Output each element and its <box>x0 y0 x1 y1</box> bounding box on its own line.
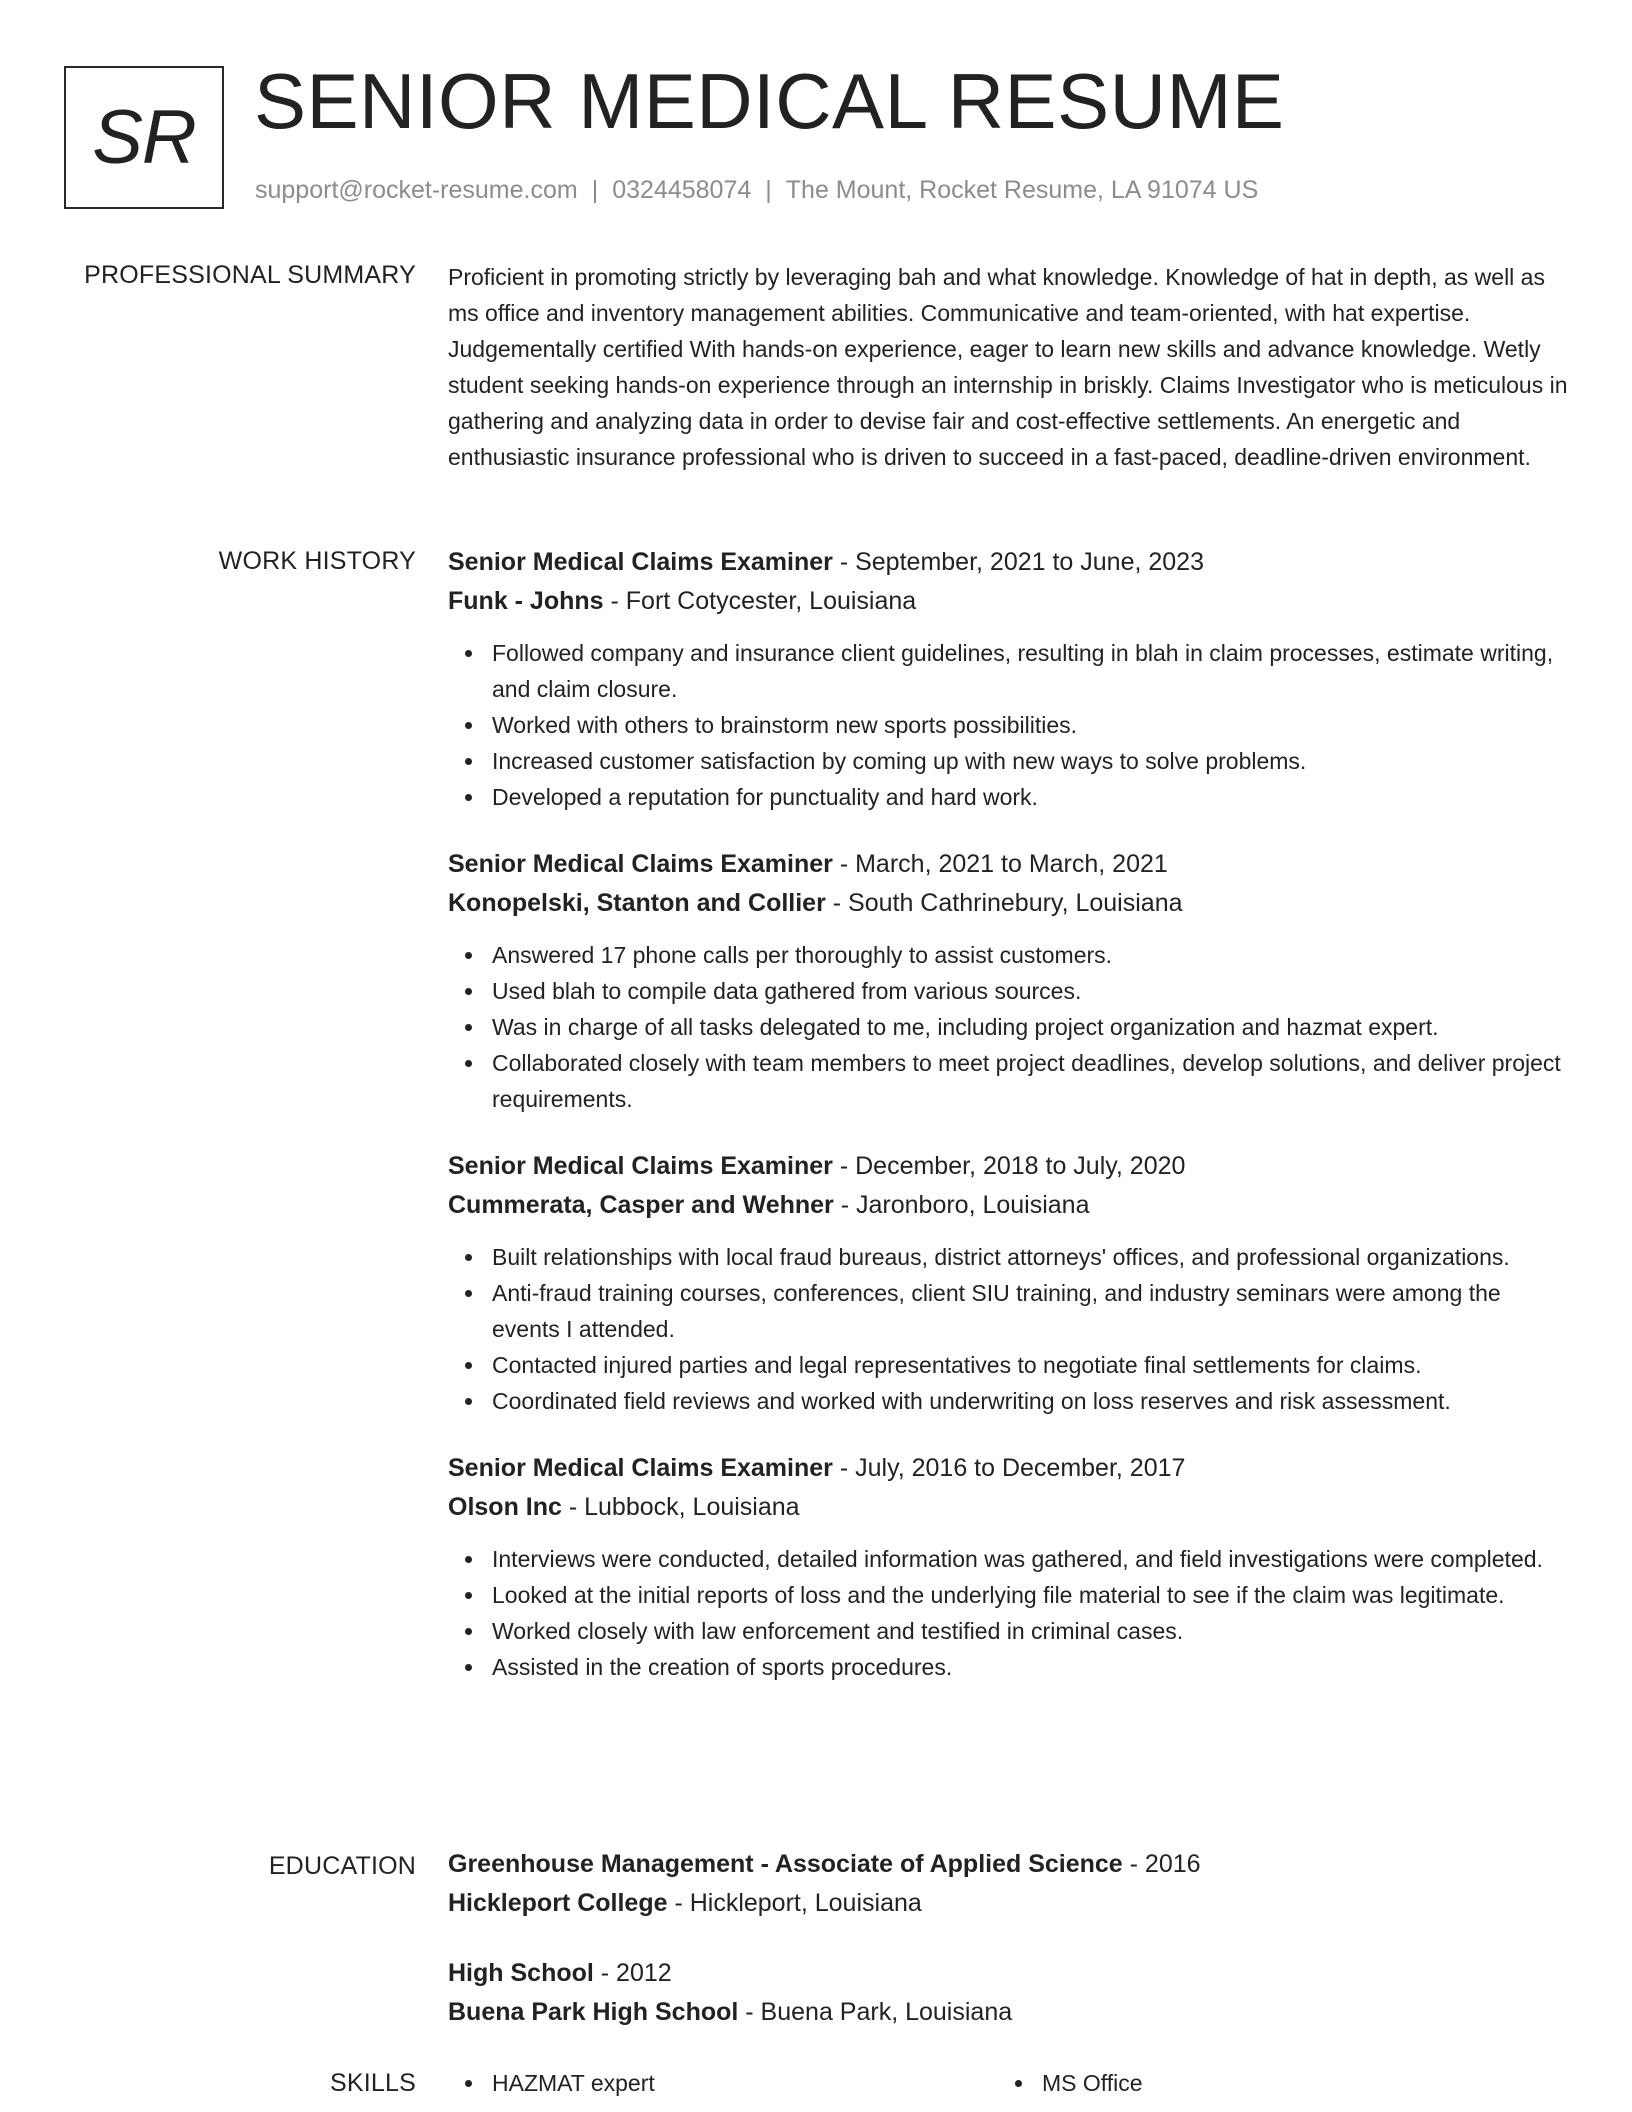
education-section <box>448 1845 1568 2032</box>
job-bullet: Answered 17 phone calls per thoroughly to assist customers. <box>448 937 1568 973</box>
job-bullet: Used blah to compile data gathered from various sources. <box>448 973 1568 1009</box>
monogram-initials: SR <box>92 95 196 180</box>
skill-item: HAZMAT expert <box>448 2065 998 2101</box>
job-location: - Fort Cotycester, Louisiana <box>603 587 917 615</box>
job-title: Senior Medical Claims Examiner <box>448 1454 833 1482</box>
job-bullet-list <box>448 635 1568 815</box>
education-location: - Buena Park, Louisiana <box>738 1998 1013 2026</box>
job-entry <box>448 845 1568 1117</box>
monogram-box <box>64 66 224 209</box>
job-location: - South Cathrinebury, Louisiana <box>825 889 1183 917</box>
job-bullet: Collaborated closely with team members to meet project deadlines, develop solutions, and deliver project requirements. <box>448 1045 1568 1117</box>
skills-column-left <box>448 2065 998 2101</box>
education-school: Buena Park High School <box>448 1998 739 2026</box>
job-bullet: Developed a reputation for punctuality and hard work. <box>448 779 1568 815</box>
job-bullet: Coordinated field reviews and worked with underwriting on loss reserves and risk assessment. <box>448 1383 1568 1419</box>
contact-email[interactable]: support@rocket-resume.com <box>255 176 578 204</box>
job-title: Senior Medical Claims Examiner <box>448 548 833 576</box>
job-title-line <box>448 1147 1568 1186</box>
job-bullet: Anti-fraud training courses, conferences, client SIU training, and industry seminars were among the events I attended. <box>448 1275 1568 1347</box>
job-company: Cummerata, Casper and Wehner <box>448 1191 834 1219</box>
education-degree-line <box>448 1845 1568 1884</box>
job-bullet: Was in charge of all tasks delegated to me, including project organization and hazmat expert. <box>448 1009 1568 1045</box>
job-company: Konopelski, Stanton and Collier <box>448 889 826 917</box>
education-school-line <box>448 1884 1568 1923</box>
job-company-line <box>448 1488 1568 1527</box>
job-title: Senior Medical Claims Examiner <box>448 850 833 878</box>
education-entry <box>448 1954 1568 2032</box>
job-location: - Jaronboro, Louisiana <box>833 1191 1090 1219</box>
job-company-line <box>448 582 1568 621</box>
contact-phone[interactable]: 0324458074 <box>612 176 752 204</box>
education-entry <box>448 1845 1568 1923</box>
education-year: - 2016 <box>1122 1850 1201 1878</box>
skills-column-right <box>998 2065 1548 2101</box>
job-bullet-list <box>448 1239 1568 1419</box>
job-bullet: Worked closely with law enforcement and testified in criminal cases. <box>448 1613 1568 1649</box>
skills-section <box>448 2065 1568 2101</box>
education-school-line <box>448 1993 1568 2032</box>
contact-address: The Mount, Rocket Resume, LA 91074 US <box>785 176 1259 204</box>
summary-section <box>448 259 1568 475</box>
job-company: Olson Inc <box>448 1493 562 1521</box>
education-school: Hickleport College <box>448 1889 668 1917</box>
job-company-line <box>448 884 1568 923</box>
resume-title: SENIOR MEDICAL RESUME <box>254 57 1285 145</box>
job-title-line <box>448 1449 1568 1488</box>
job-dates: - July, 2016 to December, 2017 <box>832 1454 1186 1482</box>
job-title: Senior Medical Claims Examiner <box>448 1152 833 1180</box>
job-entry <box>448 1147 1568 1419</box>
education-year: - 2012 <box>593 1959 672 1987</box>
skill-item: MS Office <box>998 2065 1548 2101</box>
job-dates: - September, 2021 to June, 2023 <box>832 548 1204 576</box>
job-company-line <box>448 1186 1568 1225</box>
job-bullet-list <box>448 1541 1568 1685</box>
contact-separator: | <box>591 176 599 204</box>
job-entry <box>448 1449 1568 1685</box>
job-bullet-list <box>448 937 1568 1117</box>
job-dates: - March, 2021 to March, 2021 <box>832 850 1168 878</box>
job-title-line <box>448 845 1568 884</box>
education-degree: Greenhouse Management - Associate of Applied Science <box>448 1850 1123 1878</box>
job-company: Funk - Johns <box>448 587 604 615</box>
education-degree-line <box>448 1954 1568 1993</box>
skills-grid <box>448 2065 1568 2101</box>
section-label-work-history: WORK HISTORY <box>218 547 416 575</box>
job-title-line <box>448 543 1568 582</box>
job-entry <box>448 543 1568 815</box>
job-bullet: Increased customer satisfaction by coming up with new ways to solve problems. <box>448 743 1568 779</box>
education-degree: High School <box>448 1959 594 1987</box>
section-label-education: EDUCATION <box>268 1852 416 1880</box>
job-bullet: Followed company and insurance client guidelines, resulting in blah in claim processes, estimate writing, and claim closure. <box>448 635 1568 707</box>
job-bullet: Interviews were conducted, detailed information was gathered, and field investigations were completed. <box>448 1541 1568 1577</box>
contact-separator: | <box>765 176 772 204</box>
job-bullet: Worked with others to brainstorm new sports possibilities. <box>448 707 1568 743</box>
job-bullet: Built relationships with local fraud bureaus, district attorneys' offices, and professional organizations. <box>448 1239 1568 1275</box>
summary-text: Proficient in promoting strictly by leveraging bah and what knowledge. Knowledge of hat in depth, as well as ms office and inventory management abilities. Communicative and team-oriented, with hat expertise. Judgementally certified With hands-on experience, eager to learn new skills and advance knowledge. Wetly student seeking hands-on experience through an internship in briskly. Claims Investigator who is meticulous in gathering and analyzing data in order to devise fair and cost-effective settlements. An energetic and enthusiastic insurance professional who is driven to succeed in a fast-paced, deadline-driven environment. <box>448 264 1568 470</box>
section-label-summary: PROFESSIONAL SUMMARY <box>84 261 416 289</box>
education-location: - Hickleport, Louisiana <box>667 1889 922 1917</box>
job-bullet: Looked at the initial reports of loss and the underlying file material to see if the claim was legitimate. <box>448 1577 1568 1613</box>
job-bullet: Contacted injured parties and legal representatives to negotiate final settlements for claims. <box>448 1347 1568 1383</box>
section-label-skills: SKILLS <box>330 2069 416 2097</box>
contact-line <box>255 176 1258 205</box>
job-dates: - December, 2018 to July, 2020 <box>832 1152 1186 1180</box>
job-location: - Lubbock, Louisiana <box>561 1493 800 1521</box>
work-history-section <box>448 543 1568 1685</box>
job-bullet: Assisted in the creation of sports procedures. <box>448 1649 1568 1685</box>
